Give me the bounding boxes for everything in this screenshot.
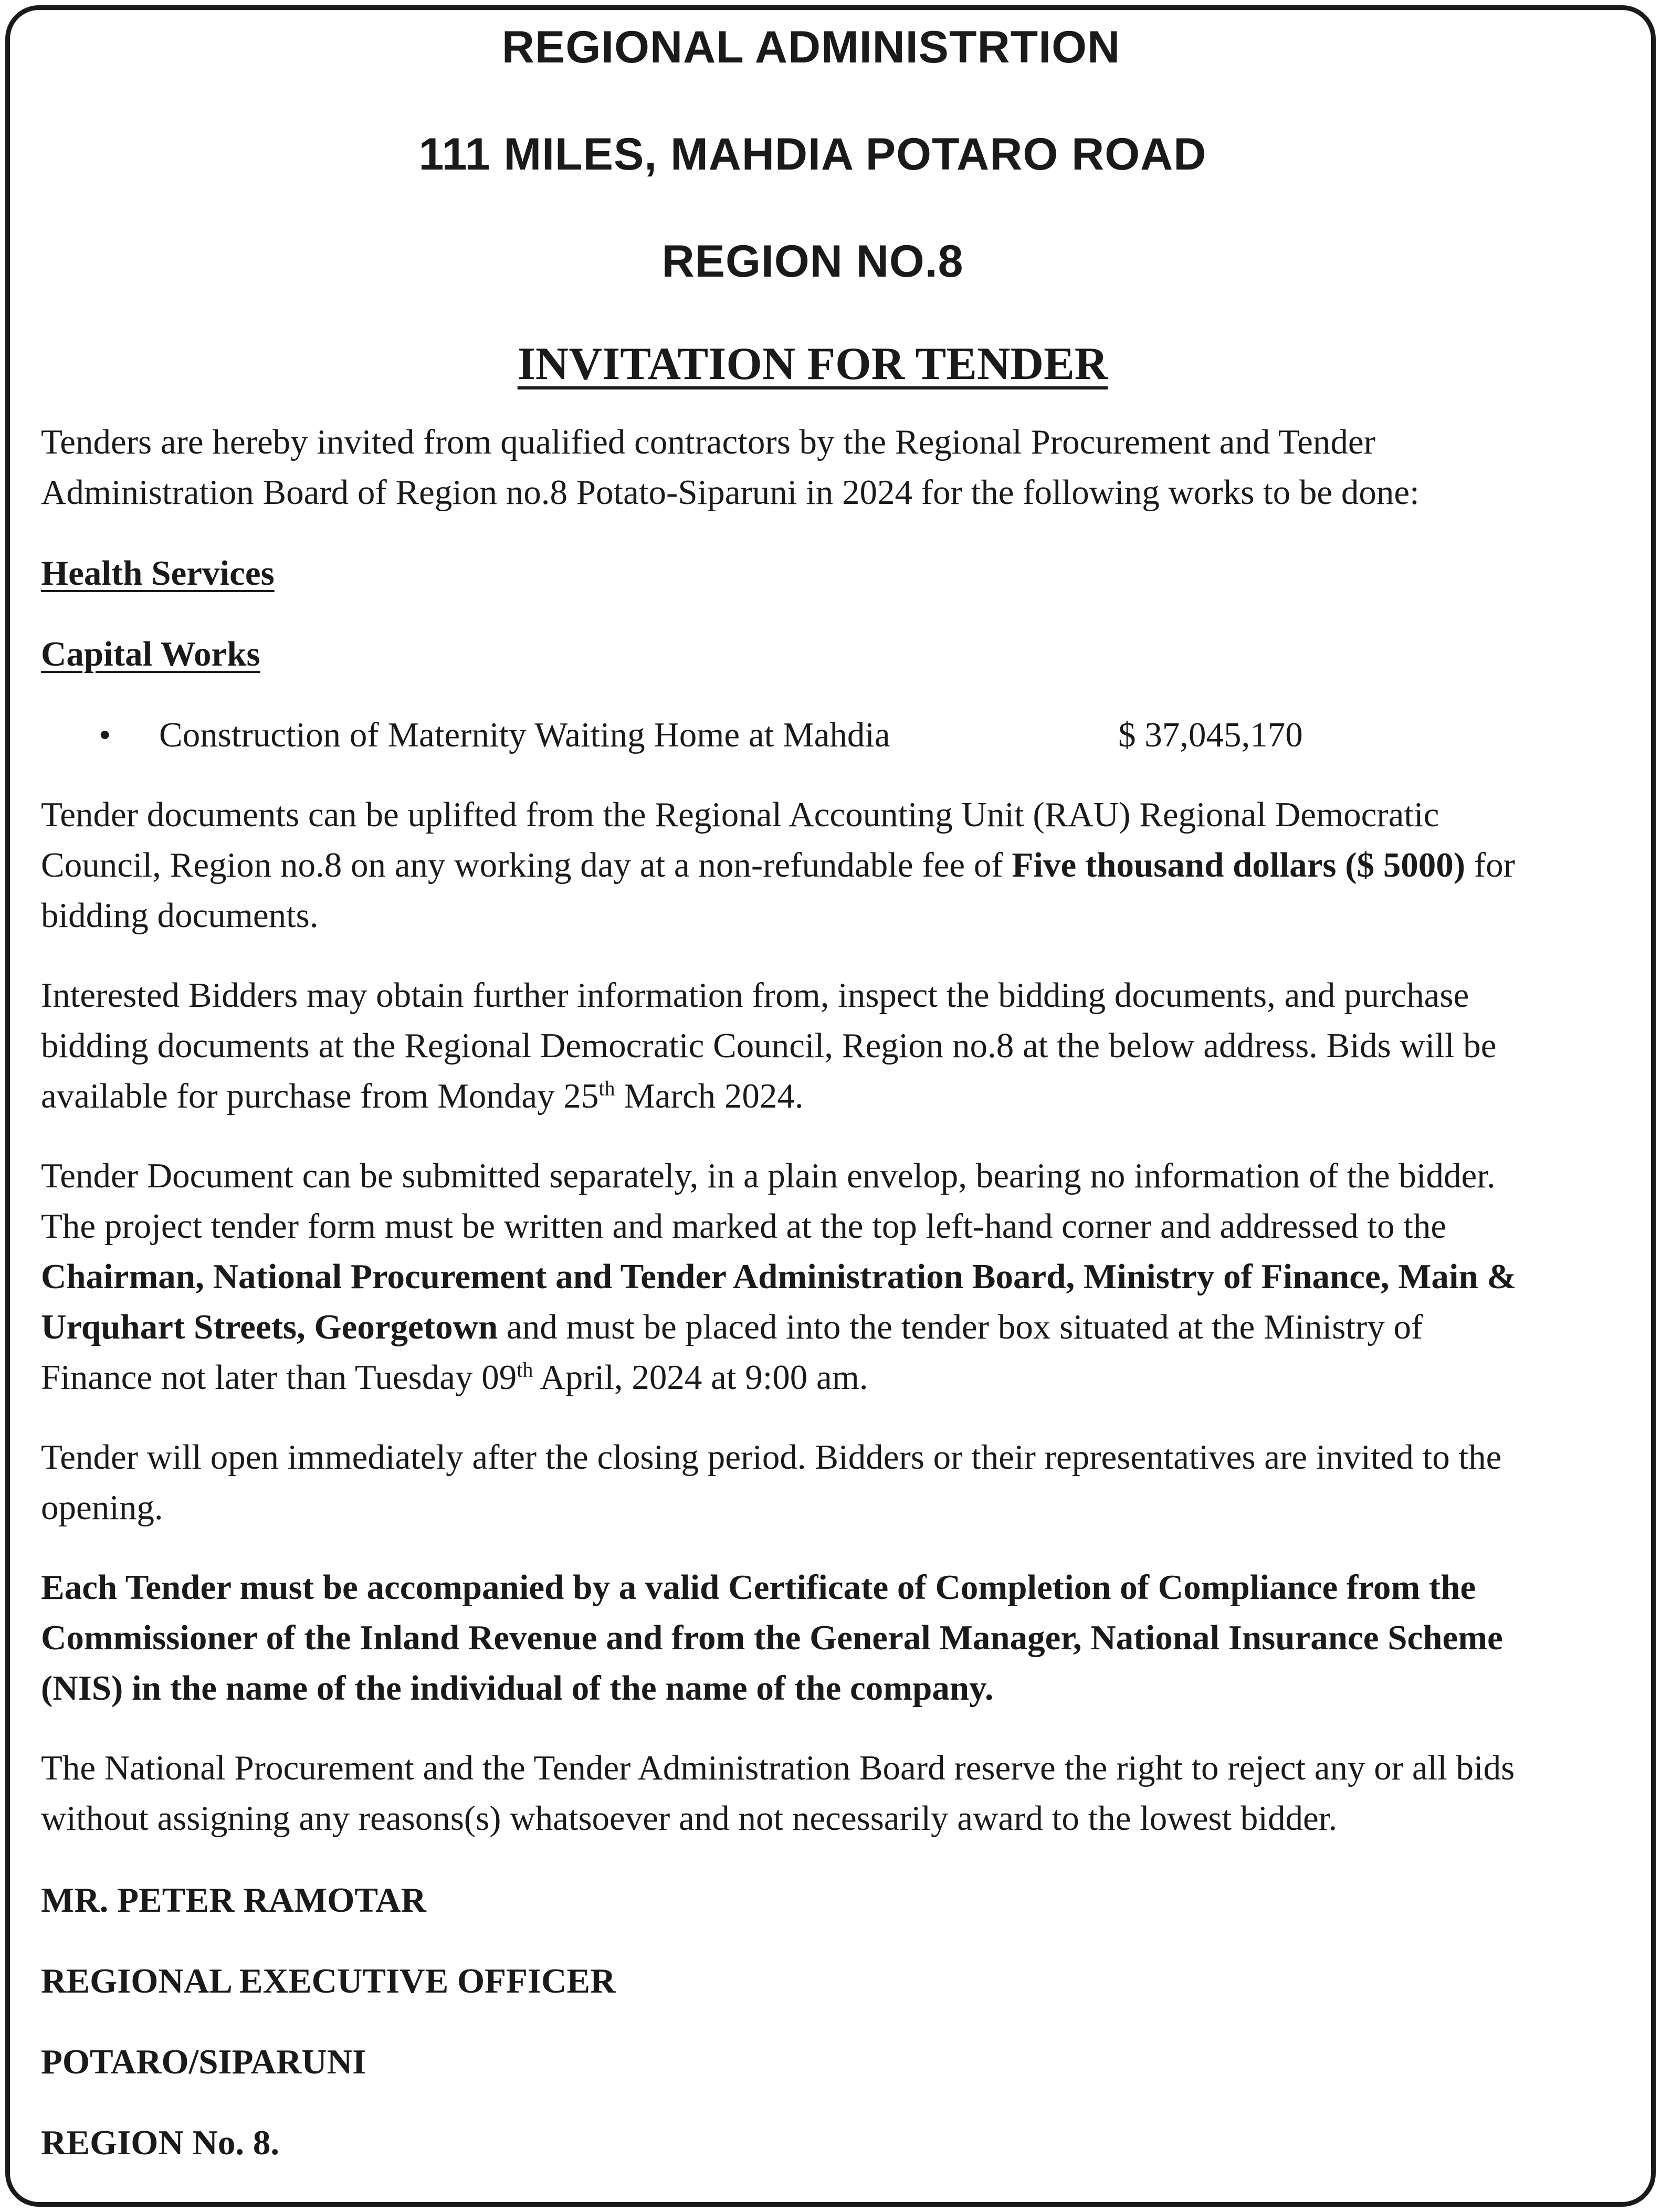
rights-line: The National Procurement and the Tender Administration Board reserve the right to reject any or all bids — [41, 1748, 1515, 1787]
intro-line: Administration Board of Region no.8 Potato-Siparuni in 2024 for the following works to be done: — [41, 473, 1420, 512]
info-line — [41, 1071, 1584, 1121]
opening-line: Tender will open immediately after the closing period. Bidders or their representatives are invited to the — [41, 1438, 1502, 1477]
compliance-text: Each Tender must be accompanied by a valid Certificate of Completion of Compliance from the — [41, 1568, 1476, 1607]
works-description: Construction of Maternity Waiting Home at Mahdia — [159, 715, 890, 754]
addressee: Urquhart Streets, Georgetown — [41, 1308, 498, 1346]
documents-text: for — [1465, 846, 1515, 884]
info-text: March 2024. — [615, 1077, 804, 1115]
tender-notice — [41, 21, 1584, 2168]
submission-line — [41, 1302, 1584, 1352]
submission-line: Tender Document can be submitted separately, in a plain envelop, bearing no information of the bidder. — [41, 1156, 1496, 1195]
compliance-line — [41, 1663, 1584, 1713]
intro-paragraph — [41, 417, 1584, 518]
documents-line: bidding documents. — [41, 896, 319, 935]
submission-text: and must be placed into the tender box situated at the Ministry of — [498, 1308, 1423, 1346]
submission-text: April, 2024 at 9:00 am. — [533, 1358, 868, 1397]
rights-paragraph — [41, 1743, 1584, 1844]
signatory-area: POTARO/SIPARUNI — [41, 2042, 366, 2081]
submission-line — [41, 1352, 1584, 1403]
signatory-region: REGION No. 8. — [41, 2123, 280, 2162]
info-line: bidding documents at the Regional Democratic Council, Region no.8 at the below address. Bids will be — [41, 1026, 1497, 1065]
documents-paragraph — [41, 789, 1584, 941]
compliance-line — [41, 1613, 1584, 1663]
fee-amount: Five thousand dollars ($ 5000) — [1012, 846, 1466, 884]
submission-text: Finance not later than Tuesday 09 — [41, 1358, 517, 1397]
info-line: Interested Bidders may obtain further information from, inspect the bidding documents, and purchase — [41, 976, 1469, 1015]
bullet-icon: • — [99, 715, 111, 754]
compliance-text: (NIS) in the name of the individual of the name of the company. — [41, 1669, 994, 1708]
works-item — [41, 710, 1584, 760]
signatory-position: REGIONAL EXECUTIVE OFFICER — [41, 1962, 616, 2000]
header-organization: REGIONAL ADMINISTRTION — [501, 22, 1121, 72]
section-heading: Health Services — [41, 554, 275, 593]
submission-line: The project tender form must be written and marked at the top left-hand corner and addressed to the — [41, 1207, 1447, 1246]
header-region: REGION NO.8 — [661, 236, 964, 287]
submission-paragraph — [41, 1151, 1584, 1403]
documents-line — [41, 840, 1584, 890]
compliance-text: Commissioner of the Inland Revenue and from the General Manager, National Insurance Scheme — [41, 1618, 1503, 1657]
date-suffix: th — [517, 1357, 533, 1382]
addressee: Chairman, National Procurement and Tender Administration Board, Ministry of Finance, Main & — [41, 1257, 1517, 1296]
date-suffix: th — [598, 1076, 615, 1100]
subsection-heading: Capital Works — [41, 635, 260, 673]
compliance-line — [41, 1562, 1584, 1613]
documents-line: Tender documents can be uplifted from the Regional Accounting Unit (RAU) Regional Democratic — [41, 795, 1439, 834]
submission-line — [41, 1251, 1584, 1302]
intro-line: Tenders are hereby invited from qualified contractors by the Regional Procurement and Tender — [41, 423, 1375, 461]
signatory-name: MR. PETER RAMOTAR — [41, 1881, 426, 1920]
info-text: available for purchase from Monday 25 — [41, 1077, 599, 1115]
opening-paragraph — [41, 1432, 1584, 1533]
works-amount: $ 37,045,170 — [1118, 715, 1303, 754]
opening-line: opening. — [41, 1488, 163, 1527]
rights-line: without assigning any reasons(s) whatsoever and not necessarily award to the lowest bidder. — [41, 1799, 1338, 1838]
info-paragraph — [41, 970, 1584, 1121]
documents-text: Council, Region no.8 on any working day at a non-refundable fee of — [41, 846, 1012, 884]
compliance-paragraph — [41, 1562, 1584, 1713]
notice-title: INVITATION FOR TENDER — [517, 339, 1108, 389]
header-address: 111 MILES, MAHDIA POTARO ROAD — [418, 129, 1207, 180]
